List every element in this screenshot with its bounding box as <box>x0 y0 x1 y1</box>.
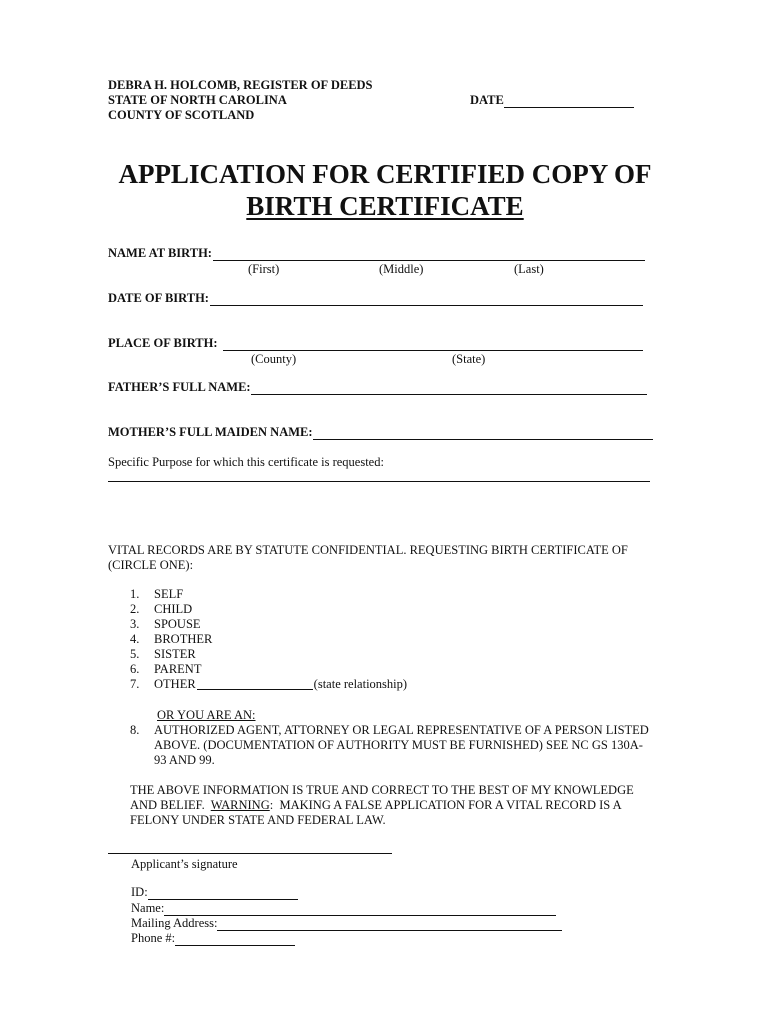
name-at-birth-line[interactable] <box>213 248 645 261</box>
date-field[interactable] <box>470 93 634 108</box>
purpose-label: Specific Purpose for which this certificate is requested: <box>108 455 384 469</box>
mothers-name-line[interactable] <box>313 427 653 440</box>
mailing-address-field[interactable] <box>131 916 562 931</box>
id-label: ID: <box>131 885 148 899</box>
confidential-line1: VITAL RECORDS ARE BY STATUTE CONFIDENTIAL. REQUESTING BIRTH CERTIFICATE OF <box>108 543 628 557</box>
option-child[interactable]: 2. CHILD <box>130 602 193 616</box>
fathers-name-field[interactable] <box>108 380 647 395</box>
confidential-notice <box>108 543 628 573</box>
page-title: APPLICATION FOR CERTIFIED COPY OF <box>118 159 652 189</box>
option8-line1: AUTHORIZED AGENT, ATTORNEY OR LEGAL REPRESENTATIVE OF A PERSON LISTED <box>154 723 649 737</box>
header-block <box>108 78 373 123</box>
signature-line[interactable] <box>108 853 392 854</box>
option8-line2: ABOVE. (DOCUMENTATION OF AUTHORITY MUST BE FURNISHED) SEE NC GS 130A- <box>154 738 643 752</box>
option-sister[interactable]: 5. SISTER <box>130 647 196 661</box>
fathers-name-label: FATHER’S FULL NAME: <box>108 380 251 394</box>
state-name: STATE OF NORTH CAROLINA <box>108 93 287 107</box>
warning-label: WARNING <box>210 798 270 812</box>
date-line[interactable] <box>504 95 634 108</box>
date-of-birth-line[interactable] <box>210 293 643 306</box>
or-you-are-heading: OR YOU ARE AN: <box>157 708 256 722</box>
page-title-line2: BIRTH CERTIFICATE <box>246 191 524 221</box>
last-caption: (Last) <box>514 262 544 276</box>
phone-line[interactable] <box>175 933 295 946</box>
option-spouse[interactable]: 3. SPOUSE <box>130 617 201 631</box>
name-at-birth-field[interactable] <box>108 246 645 261</box>
county-caption: (County) <box>251 352 297 366</box>
option-brother[interactable]: 4. BROTHER <box>130 632 213 646</box>
place-of-birth-line[interactable] <box>223 338 643 351</box>
other-relationship-line[interactable] <box>197 677 313 690</box>
id-field[interactable] <box>131 885 298 900</box>
mothers-name-field[interactable] <box>108 425 653 440</box>
option-self[interactable]: 1. SELF <box>130 587 184 601</box>
date-of-birth-field[interactable] <box>108 291 643 306</box>
purpose-line[interactable] <box>108 481 650 482</box>
state-caption: (State) <box>452 352 486 366</box>
name-at-birth-label: NAME AT BIRTH: <box>108 246 212 260</box>
place-of-birth-label: PLACE OF BIRTH: <box>108 336 218 350</box>
date-label: DATE <box>470 93 504 107</box>
option-parent[interactable]: 6. PARENT <box>130 662 202 676</box>
option-other[interactable]: 7. OTHER (state relationship) <box>130 677 408 691</box>
signature-label: Applicant’s signature <box>131 857 238 871</box>
mothers-name-label: MOTHER’S FULL MAIDEN NAME: <box>108 425 313 439</box>
name-label: Name: <box>131 901 165 915</box>
attest-line1: THE ABOVE INFORMATION IS TRUE AND CORRECT TO THE BEST OF MY KNOWLEDGE <box>130 783 634 797</box>
option-authorized-agent[interactable] <box>130 723 649 768</box>
attestation-statement <box>130 783 634 828</box>
name-field[interactable] <box>131 901 556 916</box>
confidential-line2: (CIRCLE ONE): <box>108 558 194 572</box>
fathers-name-line[interactable] <box>251 382 647 395</box>
option8-line3: 93 AND 99. <box>154 753 215 767</box>
attest-line3: FELONY UNDER STATE AND FEDERAL LAW. <box>130 813 386 827</box>
option8-number: 8. <box>130 723 140 737</box>
other-relationship-caption: (state relationship) <box>313 677 408 691</box>
register-of-deeds: DEBRA H. HOLCOMB, REGISTER OF DEEDS <box>108 78 373 92</box>
relationship-options <box>130 587 407 692</box>
place-of-birth-field[interactable] <box>108 336 643 351</box>
first-caption: (First) <box>248 262 280 276</box>
id-line[interactable] <box>148 887 298 900</box>
county-name: COUNTY OF SCOTLAND <box>108 108 255 122</box>
name-line[interactable] <box>164 903 556 916</box>
middle-caption: (Middle) <box>379 262 424 276</box>
phone-field[interactable] <box>131 931 295 946</box>
phone-label: Phone #: <box>131 931 176 945</box>
date-of-birth-label: DATE OF BIRTH: <box>108 291 209 305</box>
mailing-address-line[interactable] <box>217 918 562 931</box>
mailing-address-label: Mailing Address: <box>131 916 218 930</box>
attest-line2: AND BELIEF. WARNING: MAKING A FALSE APPLICATION FOR A VITAL RECORD IS A <box>130 798 622 812</box>
